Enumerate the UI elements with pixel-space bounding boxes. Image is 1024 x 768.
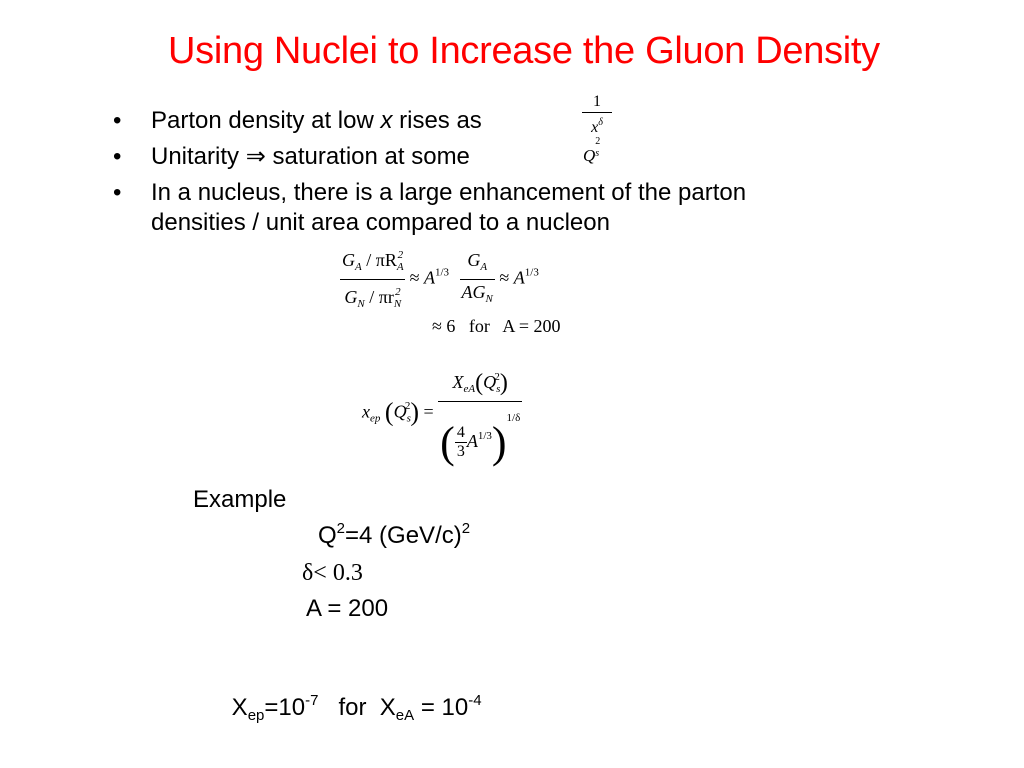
bullet-text-suffix: rises as xyxy=(392,107,482,134)
approx-sign-2: ≈ xyxy=(499,267,510,288)
equation-approx-6: ≈ 6 for A = 200 xyxy=(432,316,561,336)
inline-fraction-1-over-x-delta xyxy=(582,92,612,136)
implies-arrow: ⇒ xyxy=(245,144,266,170)
slide-title: Using Nuclei to Increase the Gluon Density xyxy=(168,30,880,72)
equation-xep: $x_{ep}$ $(Q_s^2)$ = $X_{eA}(Q_s^2)$ ( $\frac{4}{3}$ $A^{1/3})^{1/\delta}$ xyxy=(362,365,522,461)
bullet-text-prefix: Unitarity xyxy=(151,143,246,170)
ga-over-agn-fraction: $\frac{G_A}{AG_N}$ xyxy=(461,250,493,305)
bullet-text-suffix: saturation at some xyxy=(265,143,470,170)
bullet-line-1: In a nucleus, there is a large enhancement of the parton xyxy=(151,179,747,206)
bullet-line-2: densities / unit area compared to a nucleon xyxy=(151,209,610,236)
fraction-numerator: 1 xyxy=(593,93,601,110)
bullet-parton-density xyxy=(113,106,482,136)
xep-fraction: $X_{eA}(Q_s^2)$ ( $\frac{4}{3}$ $A^{1/3})^{1/\delta}$ xyxy=(440,370,521,467)
example-x-values: $X_{ep}=10^{-7}$ for $X_{eA} = 10^{-4}$ xyxy=(231,692,482,724)
bullet-dot: • xyxy=(113,143,122,170)
example-heading: Example xyxy=(193,486,287,513)
bullet-var-x: x xyxy=(380,107,393,134)
bullet-unitarity xyxy=(113,142,470,172)
example-delta: δ< 0.3 xyxy=(302,560,363,586)
bullet-text-prefix: Parton density at low xyxy=(151,107,381,134)
inline-qs-squared: Q 2 s xyxy=(583,136,601,165)
example-q-squared: $Q^2=4$ $(GeV/c)^2$ xyxy=(318,520,471,549)
bullet-dot: • xyxy=(113,107,122,134)
approx-sign: ≈ xyxy=(409,267,420,288)
fraction-denominator: $x^\delta$ xyxy=(591,117,603,136)
equation-enhancement-ratio: $\frac{G_A / \pi R_A^2}{G_N / \pi r_N^2}$ ≈ $A^{1/3}$ $\frac{G_A}{AG_N}$ ≈ $A^{1/3}$ xyxy=(340,243,539,316)
bullet-dot: • xyxy=(113,179,122,206)
ratio-fraction: $\frac{G_A / \pi R_A^2}{G_N / \pi r_N^2}$ xyxy=(342,249,404,310)
example-a-value: A = 200 xyxy=(306,595,389,622)
bullet-nucleus-enhancement xyxy=(113,178,747,238)
